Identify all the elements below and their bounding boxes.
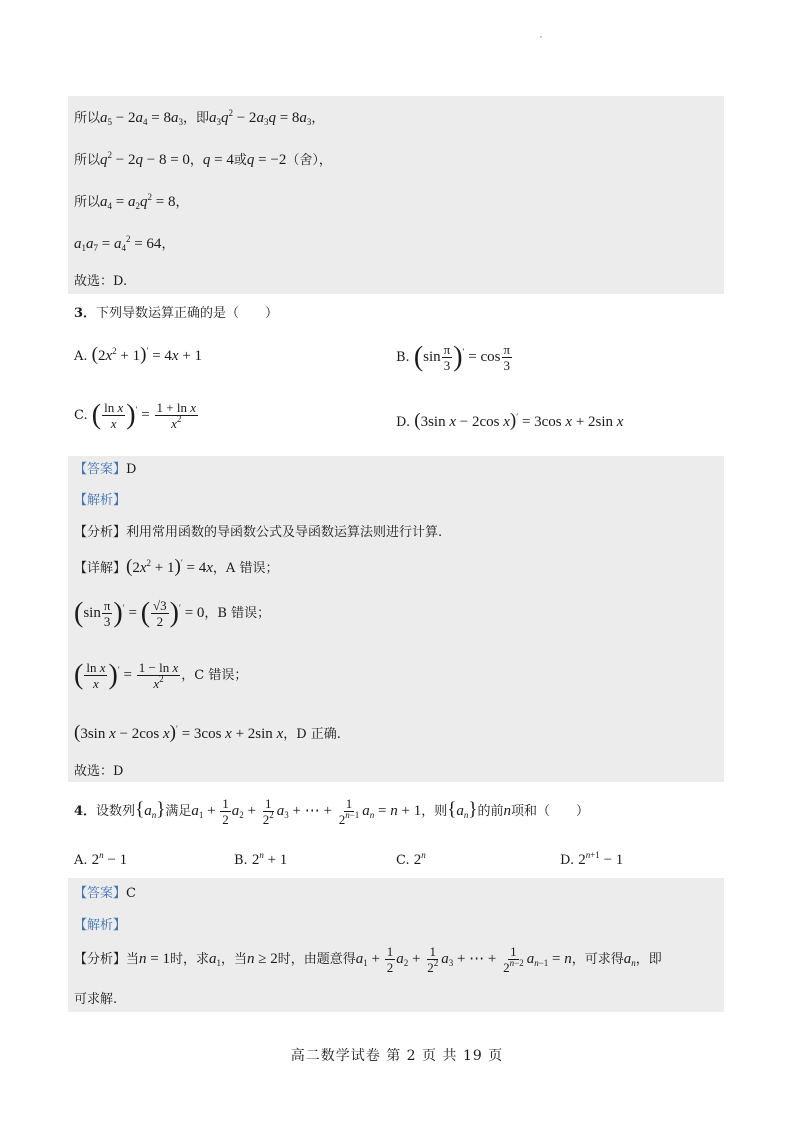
detail-3-line-1: 【详解】$(2x^2 + 1)' = 4x$，A 错误；	[74, 556, 279, 577]
solution-line-3: 所以$a_4 = a_2q^2 = 8$，	[74, 192, 189, 211]
fenxi-4-line-2: 可求解.	[74, 992, 118, 1007]
analysis-tag-3: 【解析】	[74, 493, 127, 508]
option-4b[interactable]: B. $2^n + 1$	[234, 850, 288, 868]
question-3-stem: 3．下列导数运算正确的是（ ）	[74, 306, 279, 321]
answer-3: 【答案】D	[74, 462, 137, 477]
detail-3-line-3: ( $\frac{\text{ln x}}{x}$ )′ = $\frac{\text{1 − ln x}}{x^2}$ ，C 错误；	[74, 659, 248, 691]
question-4-stem: 4．设数列$\{a_n\}$满足$a_1$ + $\frac{1}{2}$ $a_2$ + $\frac{1}{2^2}$ $a_3$ + ⋯ + $\frac{1}{2^{n-1}}$ $a_n = n + 1$，则$\{a_n\}$的前n项和（ ）	[74, 796, 589, 827]
page-footer: 高二数学试卷 第 2 页 共 19 页	[290, 1048, 504, 1064]
fenxi-3: 【分析】利用常用函数的导函数公式及导函数运算法则进行计算.	[74, 525, 443, 540]
option-3c[interactable]: C. ( $\frac{\text{ln x}}{x}$ )′ = $\frac{\text{1 + ln x}}{x^2}$	[74, 399, 196, 431]
page-mark	[540, 36, 542, 38]
solution-conclusion: 故选：D.	[74, 274, 128, 289]
answer-4: 【答案】C	[74, 886, 136, 901]
conclusion-3: 故选：D	[74, 764, 124, 779]
detail-3-line-2: (sin $\frac{\pi}{3}$ )′ = ( $\frac{√3}{2}$ )′ = 0，B 错误；	[74, 597, 271, 629]
solution-line-2: 所以$q^2 - 2q - 8 = 0$，q = 4或q = −2（舍），	[74, 150, 332, 168]
solution-line-1: 所以$a_5 - 2a_4 = 8a_3$，即$a_3q^2 - 2a_3q = 8a_3$，	[74, 108, 325, 127]
option-4a[interactable]: A. $2^n - 1$	[74, 850, 128, 868]
analysis-tag-4: 【解析】	[74, 918, 127, 933]
option-3b[interactable]: B. (sin $\frac{\pi}{3}$ )′ = cos $\frac{\pi}{3}$	[396, 341, 511, 373]
option-4d[interactable]: D. $2^{n+1} - 1$	[560, 850, 624, 868]
fenxi-4-line-1: 【分析】当n = 1时，求$a_1$，当n ≥ 2时，由题意得$a_1$ + $\frac{1}{2}$ $a_2$ + $\frac{1}{2^2}$ $a_3$ + ⋯ + $\frac{1}{2^{n-2}}$ $a_{n-1} = n$，可求得$a_n$，即	[74, 944, 662, 975]
option-3a[interactable]: A. $(2x^2 + 1)' = 4x + 1$	[74, 344, 203, 365]
option-3d[interactable]: D. (3sin x − 2cos x)′ = 3cos x + 2sin x	[396, 410, 624, 431]
solution-line-4: $a_1a_7 = a_4^2 = 64$，	[74, 234, 175, 253]
detail-3-line-4: (3sin x − 2cos x)′ = 3cos x + 2sin x，D 正确.	[74, 722, 341, 743]
option-4c[interactable]: C. 2$^n$	[396, 850, 426, 868]
